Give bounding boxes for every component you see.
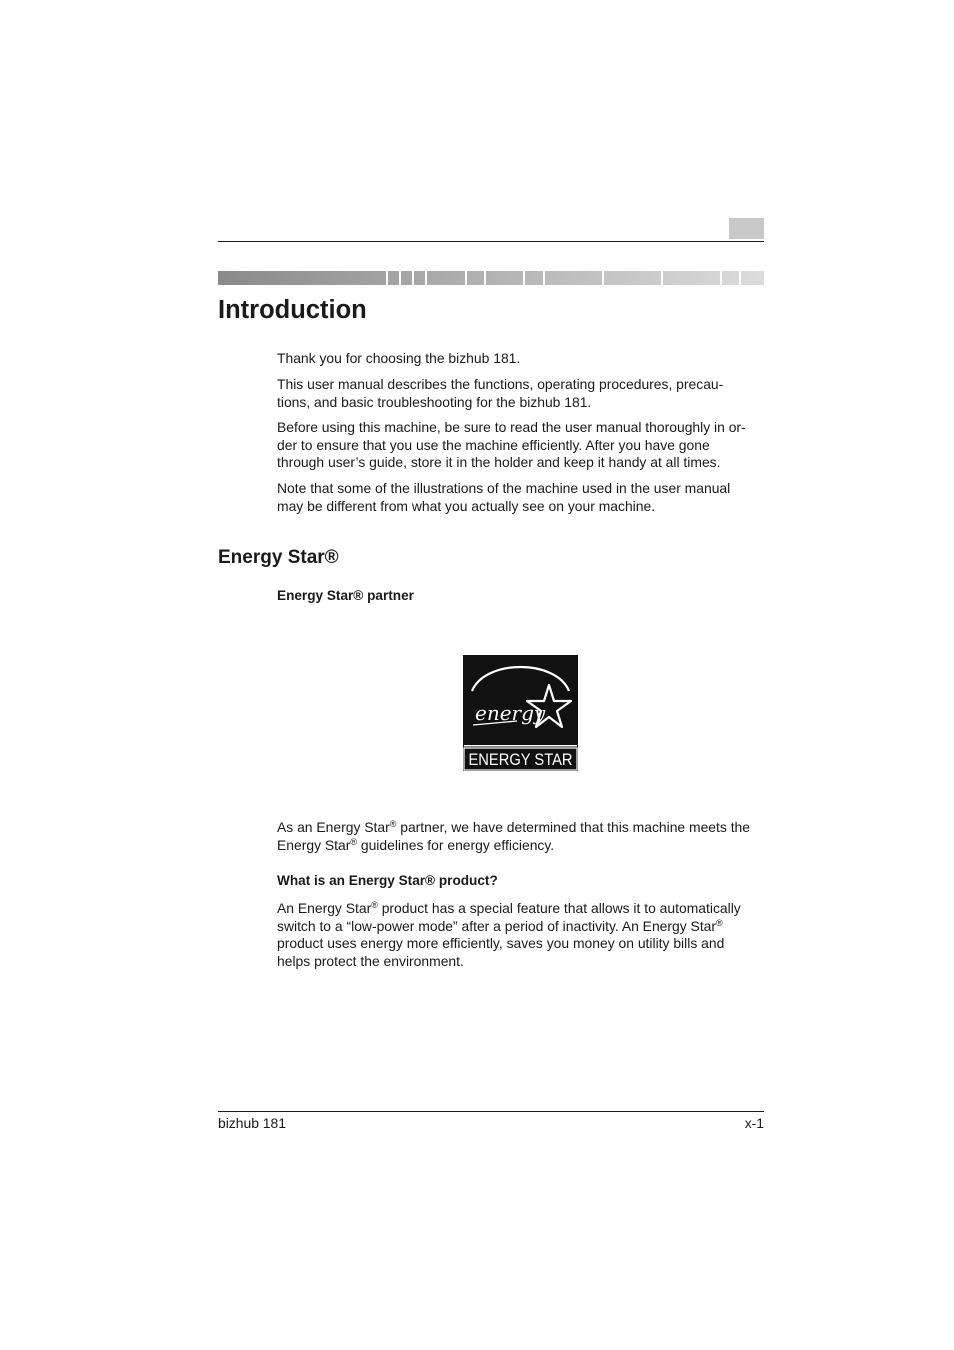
footer-product-name: bizhub 181	[218, 1115, 286, 1131]
text-run: product has a special feature that allows it to automatically	[377, 900, 741, 916]
text-run: An Energy Star	[277, 900, 372, 916]
text-run: As an Energy Star	[277, 819, 390, 835]
partner-paragraph	[277, 819, 767, 854]
text-line: Note that some of the illustrations of the machine used in the user manual	[277, 480, 731, 496]
section-heading-energy-star: Energy Star®	[218, 547, 339, 568]
text-line: may be different from what you actually see on your machine.	[277, 497, 656, 514]
text-line	[277, 918, 767, 936]
product-paragraph	[277, 900, 767, 970]
title-gradient-bar	[218, 271, 764, 285]
intro-paragraph-2	[277, 376, 767, 411]
subheading-energy-star-partner: Energy Star® partner	[277, 588, 414, 603]
text-line	[277, 900, 767, 918]
page-title: Introduction	[218, 296, 367, 324]
text-line	[277, 819, 767, 837]
footer-rule	[218, 1111, 764, 1112]
text-line: der to ensure that you use the machine efficiently. After you have gone	[277, 436, 710, 453]
logo-label: ENERGY STAR	[468, 751, 573, 769]
text-line: product uses energy more efficiently, saves you money on utility bills and	[277, 935, 725, 951]
energy-star-logo	[463, 655, 578, 771]
text-line: helps protect the environment.	[277, 952, 464, 969]
intro-paragraph-4	[277, 480, 767, 515]
intro-paragraph-1	[277, 350, 767, 368]
text-line: through user’s guide, store it in the holder and keep it handy at all times.	[277, 454, 721, 470]
text-run: Energy Star	[277, 836, 351, 853]
header-rule	[218, 241, 764, 242]
registered-mark: ®	[371, 900, 378, 910]
registered-mark: ®	[716, 917, 723, 928]
registered-mark: ®	[389, 819, 397, 829]
chapter-tab	[729, 218, 764, 239]
text-line: Thank you for choosing the bizhub 181.	[277, 350, 521, 366]
text-run: partner, we have determined that this machine meets the	[396, 819, 751, 835]
text-line: Before using this machine, be sure to read the user manual thoroughly in or-	[277, 419, 746, 435]
text-line	[277, 837, 767, 855]
text-run: switch to a “low-power mode” after a period of inactivity. An Energy Star	[277, 917, 717, 934]
text-line: tions, and basic troubleshooting for the bizhub 181.	[277, 393, 592, 410]
subheading-what-is-energy-star-product: What is an Energy Star® product?	[277, 873, 498, 888]
footer-page-number: x-1	[744, 1115, 764, 1131]
energy-star-logo-icon	[463, 655, 578, 771]
logo-script-text: energy	[475, 701, 546, 725]
intro-paragraph-3	[277, 419, 767, 472]
text-line: This user manual describes the functions, operating procedures, precau-	[277, 376, 724, 392]
registered-mark: ®	[350, 836, 357, 847]
text-run: guidelines for energy efficiency.	[357, 836, 555, 853]
